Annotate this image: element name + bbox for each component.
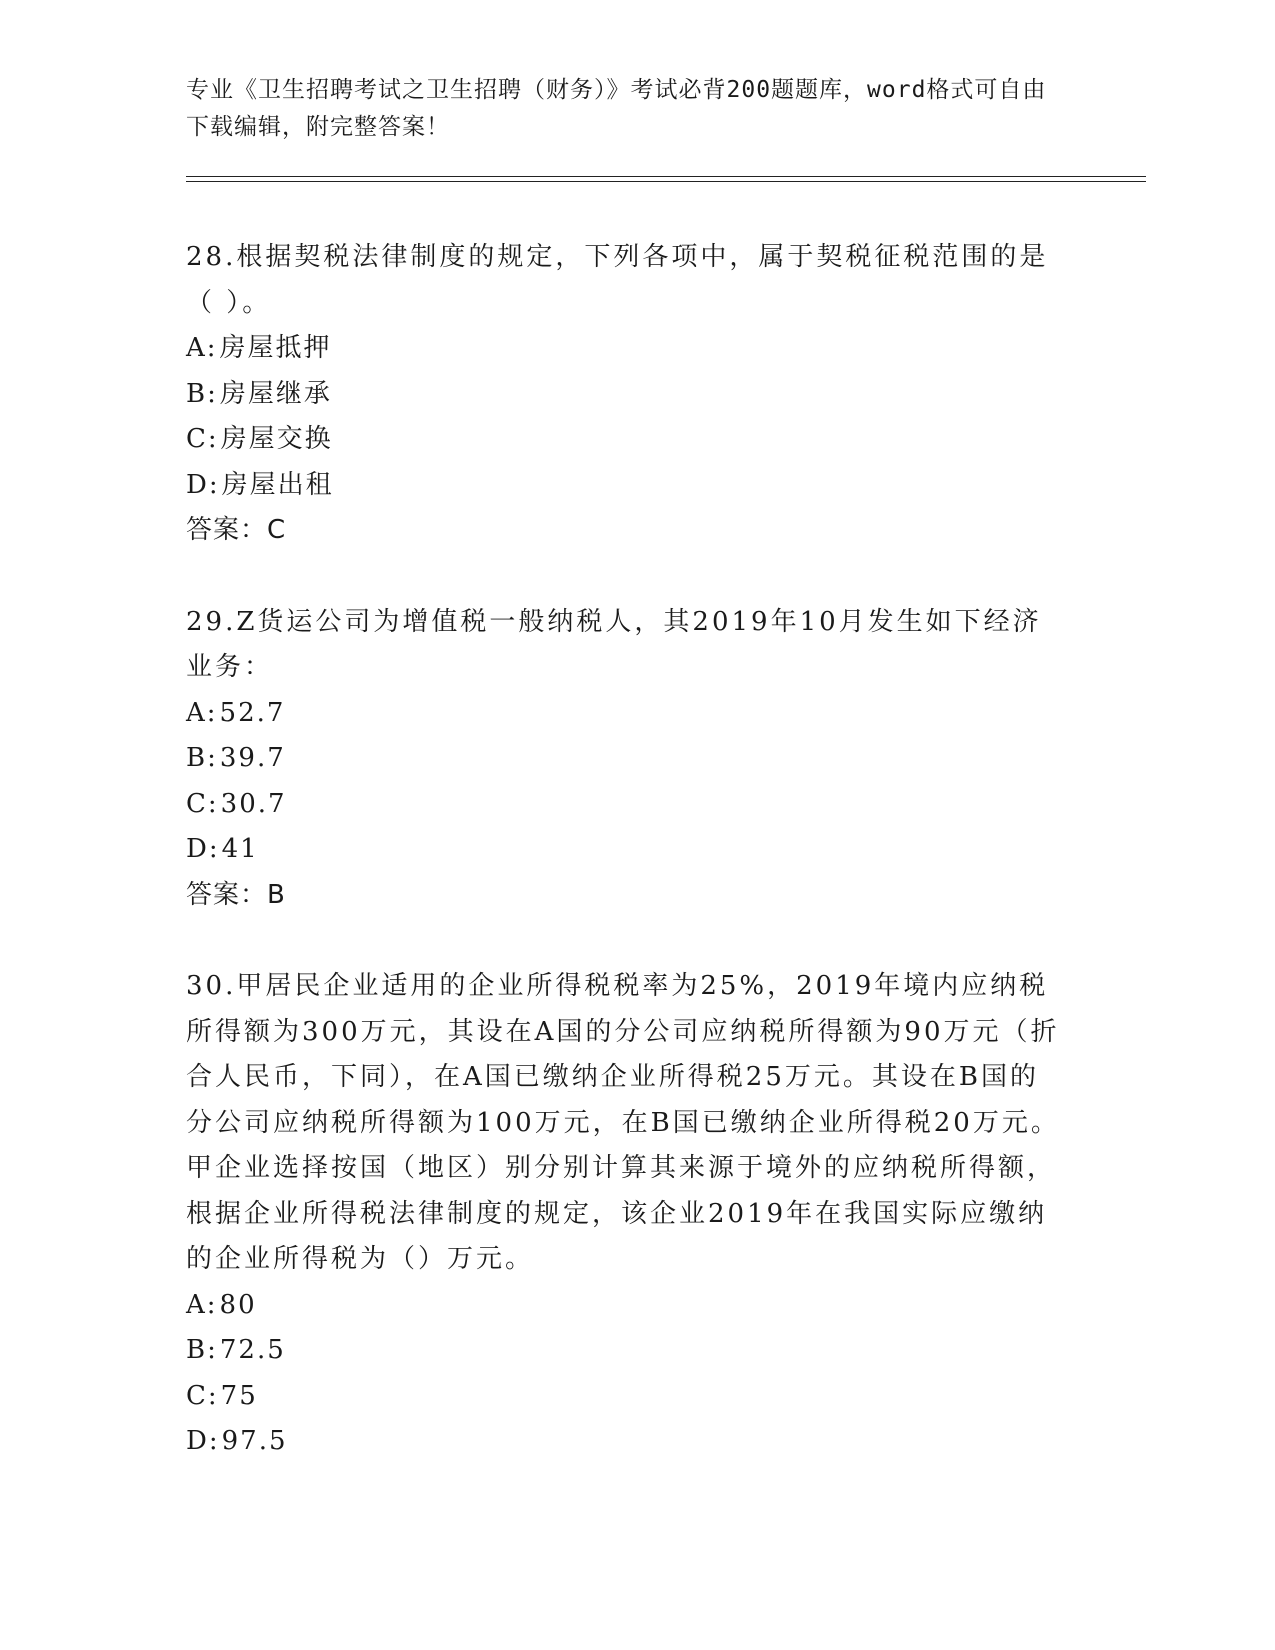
option-text: 97.5: [221, 1426, 288, 1456]
question-30: [186, 964, 1066, 1465]
option-letter: C:: [186, 424, 219, 454]
option-text: 房屋抵押: [219, 333, 332, 363]
option-d: [186, 463, 1066, 509]
question-29: [186, 600, 1066, 919]
option-d: [186, 827, 1066, 873]
option-letter: B:: [186, 743, 218, 773]
question-28: [186, 235, 1066, 554]
option-d: [186, 1419, 1066, 1465]
answer-line: 答案：C: [186, 515, 287, 545]
option-a: [186, 1283, 1066, 1329]
option-c: [186, 1374, 1066, 1420]
question-stem: 29.Z货运公司为增值税一般纳税人，其2019年10月发生如下经济业务：: [186, 606, 1042, 682]
option-text: 30.7: [220, 788, 287, 819]
option-letter: D:: [186, 834, 220, 864]
option-text: 39.7: [219, 743, 286, 773]
option-c: [186, 782, 1066, 828]
option-letter: B:: [186, 378, 218, 409]
option-letter: C:: [186, 788, 219, 819]
option-text: 房屋继承: [219, 378, 332, 409]
header-text: 专业《卫生招聘考试之卫生招聘（财务）》考试必背200题题库，word格式可自由下载编辑，附完整答案！: [186, 77, 1047, 140]
option-letter: A:: [186, 333, 218, 363]
option-b: [186, 372, 1066, 418]
option-text: 80: [219, 1289, 257, 1320]
option-letter: C:: [186, 1380, 219, 1411]
question-stem: 28.根据契税法律制度的规定，下列各项中，属于契税征税范围的是（ ）。: [186, 242, 1049, 318]
option-letter: B:: [186, 1335, 218, 1365]
answer-line: 答案：B: [186, 879, 286, 910]
header-divider-bottom: [186, 181, 1146, 182]
option-text: 41: [221, 834, 259, 864]
option-text: 52.7: [219, 697, 286, 728]
option-text: 75: [220, 1380, 258, 1411]
option-text: 72.5: [219, 1335, 286, 1365]
option-b: [186, 1328, 1066, 1374]
option-letter: A:: [186, 1289, 218, 1320]
option-b: [186, 736, 1066, 782]
option-letter: A:: [186, 697, 218, 728]
option-text: 房屋交换: [220, 424, 333, 454]
option-letter: D:: [186, 469, 220, 500]
header-divider-top: [186, 176, 1146, 177]
option-a: [186, 326, 1066, 372]
option-c: [186, 417, 1066, 463]
option-letter: D:: [186, 1426, 220, 1456]
option-text: 房屋出租: [221, 469, 334, 500]
document-header: [186, 72, 1066, 146]
question-list: [186, 235, 1066, 1511]
question-stem: 30.甲居民企业适用的企业所得税税率为25%，2019年境内应纳税所得额为300万元，其设在A国的分公司应纳税所得额为90万元（折合人民币，下同），在A国已缴纳企业所得税25万元。其设在B国的分公司应纳税所得额为100万元，在B国已缴纳企业所得税20万元。甲企业选择按国（地区）别分别计算其来源于境外的应纳税所得额，根据企业所得税法律制度的规定，该企业2019年在我国实际应缴纳的企业所得税为（）万元。: [186, 971, 1060, 1274]
option-a: [186, 691, 1066, 737]
